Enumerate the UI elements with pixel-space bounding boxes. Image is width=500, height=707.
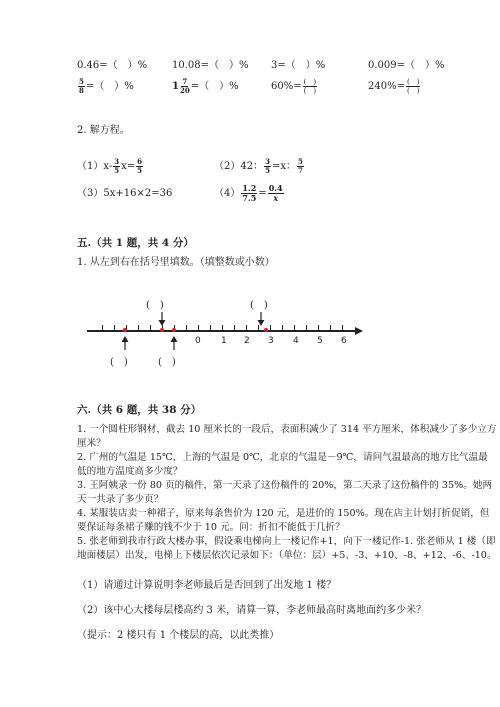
tick — [102, 325, 103, 331]
fraction: $\frac{3}{5}$ — [114, 157, 120, 175]
equation-1: （1）x- $\frac{3}{5}$ x= $\frac{6}{5}$ — [77, 157, 142, 175]
section-6-title: 六.（共 6 题，共 38 分） — [77, 404, 202, 416]
fraction: $\frac{1.2}{7.5}$ — [242, 183, 257, 203]
sub-question-1: （1）请通过计算说明李老师最后是否回到了出发地 1 楼？ — [77, 580, 337, 591]
point-marker — [172, 328, 176, 332]
fraction: $\frac{7}{20}$ — [179, 77, 190, 95]
tick — [114, 325, 115, 331]
down-arrow-icon — [257, 312, 265, 326]
question-6-4: 4. 某服装店卖一种裙子，原来每条售价为 120 元，是进价的 150%。现在店主计划打折促销，但要保证每条裙子赚的钱不少于 10 元。问：折扣不能低于几折？ — [77, 508, 490, 533]
fraction: $\frac{3}{5}$ — [265, 157, 270, 175]
axis-label-5: 5 — [317, 336, 323, 346]
tick — [198, 325, 199, 331]
up-arrow-icon — [121, 336, 129, 350]
answer-blank-bottom-2: ( ) — [158, 357, 176, 368]
question-6-2: 2. 广州的气温是 15℃，上海的气温是 0℃，北京的气温是－9℃，请问气温最高的地方比气温最低的地方温度高多少度？ — [77, 452, 488, 477]
conv-item-4: 0.009=（ ）% — [368, 60, 445, 71]
conv-item-7: 60%= $\frac{( )}{( )}$ — [271, 78, 317, 95]
equation-4: （4） $\frac{1.2}{7.5}$ = $\frac{0.4}{x}$ — [214, 183, 283, 203]
fraction: $\frac{( )}{( )}$ — [406, 78, 420, 95]
tick — [222, 325, 223, 331]
tick — [270, 325, 271, 331]
equation-3: （3）5x+16×2=36 — [77, 188, 173, 199]
fraction: $\frac{5}{7}$ — [298, 157, 303, 175]
answer-blank-top-2: ( ) — [250, 300, 268, 311]
section-2-title: 2. 解方程。 — [77, 125, 130, 136]
axis-label-2: 2 — [244, 336, 250, 346]
fraction: $\frac{( )}{( )}$ — [303, 78, 317, 95]
question-6-1: 1. 一个圆柱形钢材，截去 10 厘米长的一段后，表面积减少了 314 平方厘米，体积减少了多少立方厘米？ — [77, 424, 497, 449]
axis-arrow-icon — [355, 327, 363, 335]
tick — [210, 325, 211, 331]
conv-item-6: 1 $\frac{7}{20}$ =（ ）% — [172, 77, 239, 95]
axis-label-1: 1 — [221, 336, 227, 346]
point-marker — [123, 328, 127, 332]
tick — [330, 325, 331, 331]
tick — [234, 325, 235, 331]
hint-text: （提示：2 楼只有 1 个楼层的高，以此类推） — [77, 630, 280, 641]
up-arrow-icon — [170, 336, 178, 350]
conv-item-5: $\frac{5}{8}$ =（ ）% — [79, 77, 134, 95]
answer-blank-bottom-1: ( ) — [110, 357, 128, 368]
axis-label-6: 6 — [341, 336, 347, 346]
section-5-title: 五.（共 1 题，共 4 分） — [77, 237, 194, 249]
conv-item-2: 10.08=（ ）% — [172, 60, 249, 71]
fraction: $\frac{6}{5}$ — [137, 157, 142, 175]
answer-blank-top-1: ( ) — [146, 300, 164, 311]
tick — [246, 325, 247, 331]
tick — [306, 325, 307, 331]
conv-item-1: 0.46=（ ）% — [77, 60, 148, 71]
question-6-3: 3. 王阿姨录一份 80 页的稿件，第一天录了这份稿件的 20%，第二天录了这份稿件的 35%。她两天一共录了多少页？ — [77, 480, 493, 505]
fraction: $\frac{0.4}{x}$ — [268, 183, 283, 203]
tick — [342, 325, 343, 331]
axis-label-0: 0 — [195, 336, 201, 346]
axis-label-3: 3 — [268, 336, 274, 346]
sub-question-2: （2）该中心大楼每层楼高约 3 米，请算一算，李老师最高时离地面约多少米？ — [77, 605, 427, 616]
down-arrow-icon — [158, 312, 166, 326]
point-marker — [160, 328, 164, 332]
tick — [282, 325, 283, 331]
conv-item-3: 3=（ ）% — [271, 60, 326, 71]
tick — [318, 325, 319, 331]
tick — [294, 325, 295, 331]
axis-label-4: 4 — [293, 336, 299, 346]
fraction: $\frac{5}{8}$ — [79, 77, 84, 95]
conv-item-8: 240%= $\frac{( )}{( )}$ — [368, 78, 420, 95]
question-5-1: 1. 从左到右在括号里填数。（填整数或小数） — [77, 257, 275, 268]
equation-2: （2）42： $\frac{3}{5}$ =x： $\frac{5}{7}$ — [214, 157, 303, 175]
tick — [186, 325, 187, 331]
question-6-5: 5. 张老师到我市行政大楼办事，假设乘电梯向上一楼记作+1，向下一楼记作-1. 张老师从 1 楼（即地面楼层）出发，电梯上下楼层依次记录如下：（单位：层）+5、-3、+10、-8、+12、-6、-10。 — [77, 536, 497, 561]
point-marker — [264, 328, 268, 332]
tick — [138, 325, 139, 331]
tick — [150, 325, 151, 331]
